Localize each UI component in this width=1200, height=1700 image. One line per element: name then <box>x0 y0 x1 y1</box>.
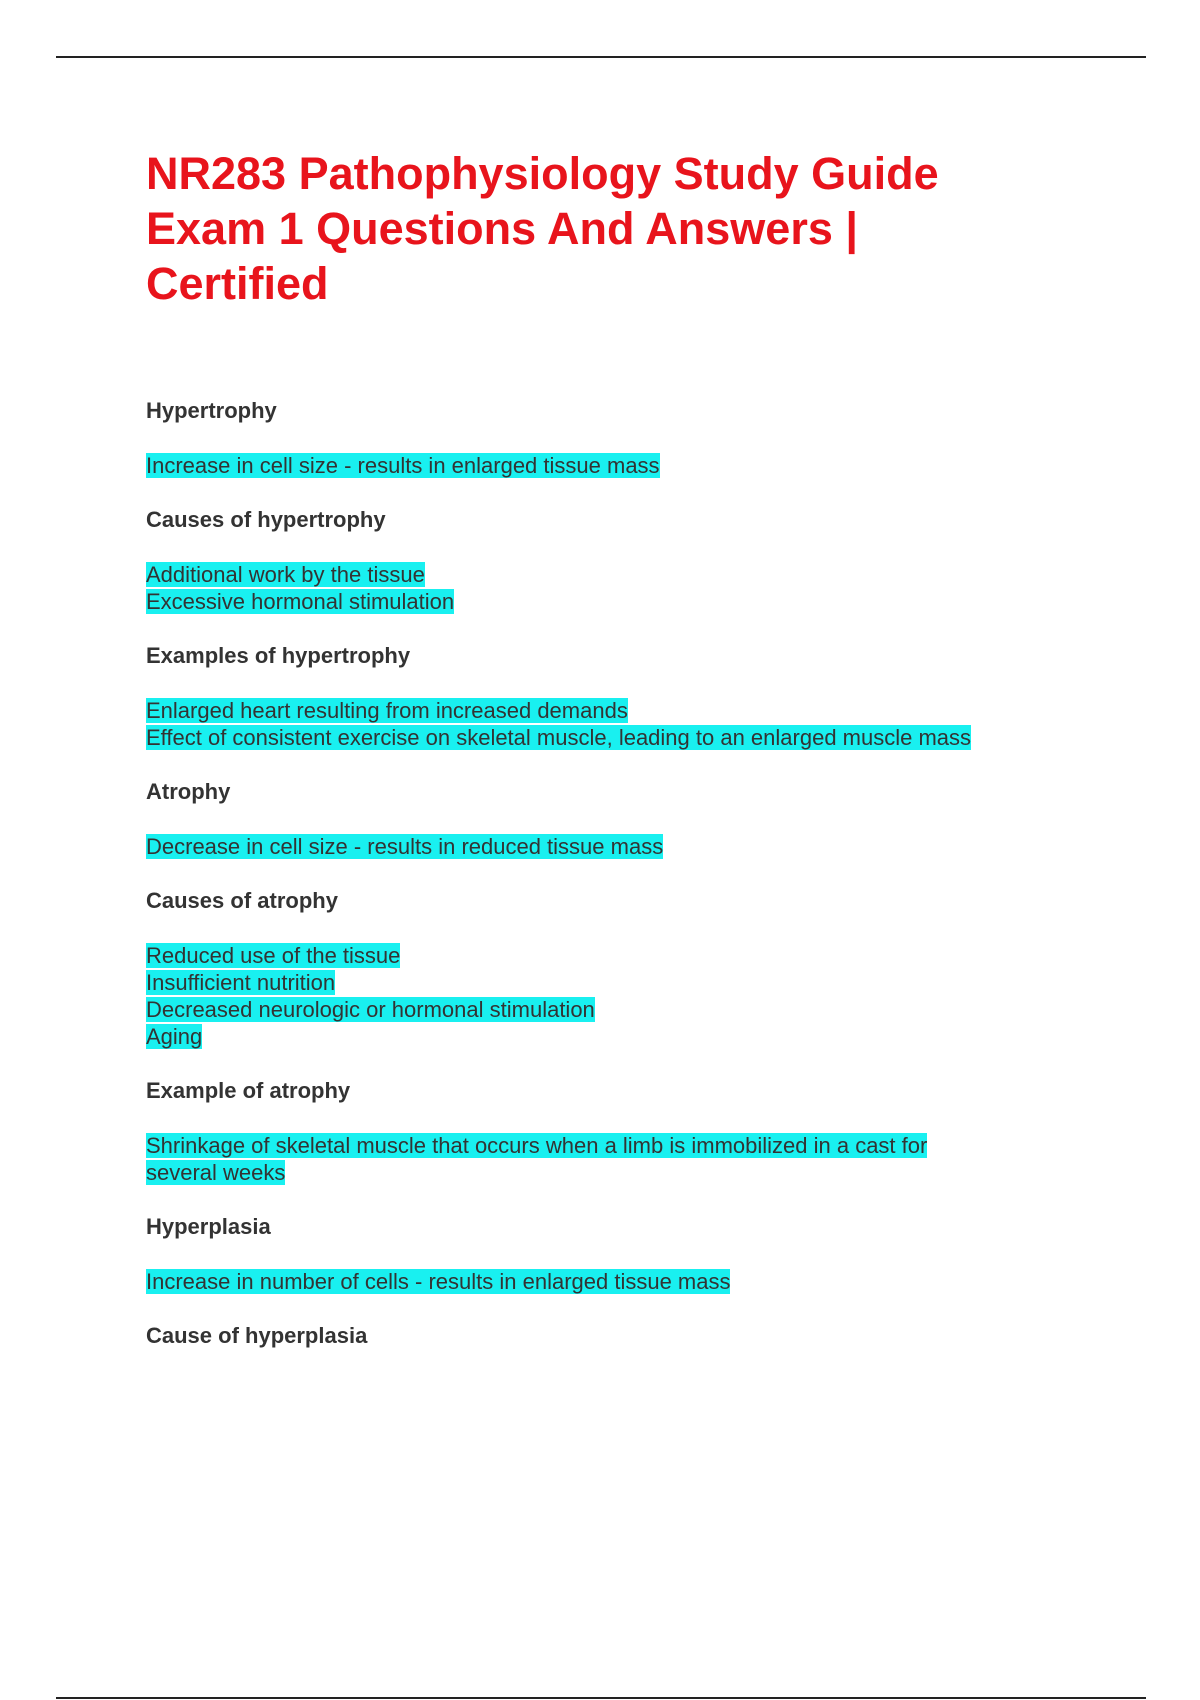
answer-line <box>146 833 1066 860</box>
question-heading: Hypertrophy <box>146 398 277 423</box>
answer-line <box>146 996 1066 1023</box>
answer-block <box>146 561 1066 615</box>
answer-block <box>146 1268 1066 1295</box>
highlighted-answer-text: several weeks <box>146 1160 286 1185</box>
question-heading: Hyperplasia <box>146 1214 271 1239</box>
answer-block <box>146 942 1066 1050</box>
answer-line <box>146 1159 1066 1186</box>
document-body <box>146 146 1066 1377</box>
highlighted-answer-text: Additional work by the tissue <box>146 562 425 587</box>
answer-line <box>146 724 1066 751</box>
answer-line <box>146 561 1066 588</box>
answer-line <box>146 1268 1066 1295</box>
highlighted-answer-text: Shrinkage of skeletal muscle that occurs when a limb is immobilized in a cast for <box>146 1133 928 1158</box>
top-rule <box>56 56 1146 58</box>
highlighted-answer-text: Decreased neurologic or hormonal stimulation <box>146 997 595 1022</box>
qa-list <box>146 397 1066 1350</box>
answer-block <box>146 833 1066 860</box>
question-heading: Cause of hyperplasia <box>146 1323 368 1348</box>
answer-block <box>146 697 1066 751</box>
highlighted-answer-text: Reduced use of the tissue <box>146 943 401 968</box>
answer-line <box>146 697 1066 724</box>
highlighted-answer-text: Insufficient nutrition <box>146 970 336 995</box>
question-heading: Causes of hypertrophy <box>146 507 386 532</box>
highlighted-answer-text: Excessive hormonal stimulation <box>146 589 455 614</box>
highlighted-answer-text: Increase in number of cells - results in enlarged tissue mass <box>146 1269 731 1294</box>
highlighted-answer-text: Effect of consistent exercise on skeletal muscle, leading to an enlarged muscle mass <box>146 725 972 750</box>
answer-line <box>146 942 1066 969</box>
answer-line <box>146 452 1066 479</box>
question-heading: Examples of hypertrophy <box>146 643 411 668</box>
answer-block <box>146 452 1066 479</box>
bottom-rule <box>56 1697 1146 1699</box>
question-heading: Example of atrophy <box>146 1078 351 1103</box>
answer-line <box>146 588 1066 615</box>
highlighted-answer-text: Aging <box>146 1024 203 1049</box>
highlighted-answer-text: Decrease in cell size - results in reduced tissue mass <box>146 834 664 859</box>
question-heading: Atrophy <box>146 779 231 804</box>
answer-block <box>146 1132 1066 1186</box>
highlighted-answer-text: Increase in cell size - results in enlarged tissue mass <box>146 453 660 478</box>
answer-line <box>146 969 1066 996</box>
answer-line <box>146 1132 1066 1159</box>
highlighted-answer-text: Enlarged heart resulting from increased demands <box>146 698 628 723</box>
question-heading: Causes of atrophy <box>146 888 338 913</box>
document-title: NR283 Pathophysiology Study Guide Exam 1 Questions And Answers | Certified <box>146 148 939 309</box>
answer-line <box>146 1023 1066 1050</box>
